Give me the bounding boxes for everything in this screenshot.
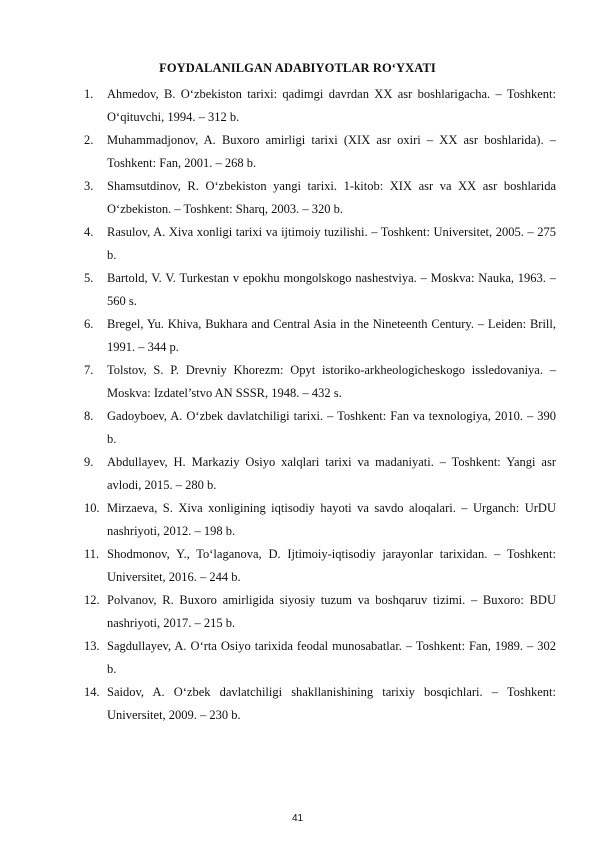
reference-item	[84, 267, 556, 313]
reference-number: 11.	[84, 547, 100, 561]
reference-item	[84, 359, 556, 405]
reference-item	[84, 497, 556, 543]
reference-text: Shamsutdinov, R. O‘zbekiston yangi tarixi. 1-kitob: XIX asr va XX asr boshlarida O‘zbekiston. – Toshkent: Sharq, 2003. – 320 b.	[107, 179, 556, 216]
reference-number: 13.	[84, 639, 100, 653]
reference-item	[84, 543, 556, 589]
reference-number: 3.	[84, 179, 94, 193]
reference-text: Ahmedov, B. O‘zbekiston tarixi: qadimgi davrdan XX asr boshlarigacha. – Toshkent: O‘qituvchi, 1994. – 312 b.	[107, 87, 556, 124]
reference-text: Sagdullayev, A. O‘rta Osiyo tarixida feodal munosabatlar. – Toshkent: Fan, 1989. – 302 b.	[107, 639, 556, 676]
reference-item	[84, 221, 556, 267]
reference-text: Gadoyboev, A. O‘zbek davlatchiligi tarixi. – Toshkent: Fan va texnologiya, 2010. – 390 b.	[107, 409, 556, 446]
reference-text: Tolstov, S. P. Drevniy Khorezm: Opyt istoriko-arkheologicheskogo issledovaniya. – Moskva: Izdatel’stvo AN SSSR, 1948. – 432 s.	[107, 363, 556, 400]
reference-number: 10.	[84, 501, 100, 515]
reference-number: 14.	[84, 685, 100, 699]
reference-number: 4.	[84, 225, 94, 239]
reference-item	[84, 129, 556, 175]
reference-item	[84, 451, 556, 497]
reference-number: 8.	[84, 409, 94, 423]
reference-number: 2.	[84, 133, 94, 147]
reference-item	[84, 83, 556, 129]
reference-item	[84, 175, 556, 221]
page-title: FOYDALANILGAN ADABIYOTLAR RO‘YXATI	[159, 61, 436, 75]
reference-text: Muhammadjonov, A. Buxoro amirligi tarixi (XIX asr oxiri – XX asr boshlarida). – Toshkent: Fan, 2001. – 268 b.	[107, 133, 556, 170]
page-number: 41	[291, 813, 304, 824]
reference-text: Saidov, A. O‘zbek davlatchiligi shakllanishining tarixiy bosqichlari. – Toshkent: Universitet, 2009. – 230 b.	[107, 685, 556, 722]
reference-item	[84, 635, 556, 681]
reference-number: 9.	[84, 455, 94, 469]
reference-text: Rasulov, A. Xiva xonligi tarixi va ijtimoiy tuzilishi. – Toshkent: Universitet, 2005. – 275 b.	[107, 225, 556, 262]
reference-number: 7.	[84, 363, 94, 377]
reference-text: Abdullayev, H. Markaziy Osiyo xalqlari tarixi va madaniyati. – Toshkent: Yangi asr avlodi, 2015. – 280 b.	[107, 455, 556, 492]
reference-text: Mirzaeva, S. Xiva xonligining iqtisodiy hayoti va savdo aloqalari. – Urganch: UrDU nashriyoti, 2012. – 198 b.	[107, 501, 556, 538]
reference-text: Bregel, Yu. Khiva, Bukhara and Central Asia in the Nineteenth Century. – Leiden: Brill, 1991. – 344 p.	[107, 317, 556, 354]
reference-text: Bartold, V. V. Turkestan v epokhu mongolskogo nashestviya. – Moskva: Nauka, 1963. – 560 s.	[107, 271, 556, 308]
reference-text: Shodmonov, Y., To‘laganova, D. Ijtimoiy-iqtisodiy jarayonlar tarixidan. – Toshkent: Universitet, 2016. – 244 b.	[107, 547, 556, 584]
reference-text: Polvanov, R. Buxoro amirligida siyosiy tuzum va boshqaruv tizimi. – Buxoro: BDU nashriyoti, 2017. – 215 b.	[107, 593, 556, 630]
reference-number: 5.	[84, 271, 94, 285]
reference-item	[84, 405, 556, 451]
reference-number: 6.	[84, 317, 94, 331]
reference-item	[84, 681, 556, 727]
reference-item	[84, 589, 556, 635]
reference-number: 1.	[84, 87, 94, 101]
reference-item	[84, 313, 556, 359]
reference-number: 12.	[84, 593, 100, 607]
